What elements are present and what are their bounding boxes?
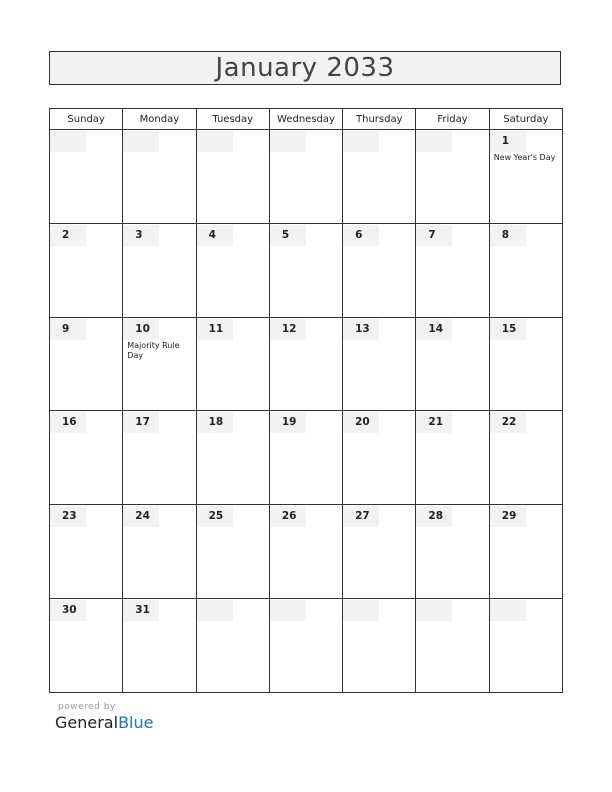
day-number: 30 bbox=[50, 600, 86, 621]
day-number: 14 bbox=[416, 319, 452, 340]
calendar-day-cell bbox=[343, 411, 416, 505]
calendar-day-cell bbox=[123, 130, 196, 224]
day-number: 1 bbox=[490, 131, 526, 152]
calendar-day-cell bbox=[269, 505, 342, 599]
day-number bbox=[270, 131, 306, 152]
holiday-label: Majority Rule Day bbox=[127, 340, 180, 360]
calendar-day-cell bbox=[489, 505, 562, 599]
calendar-day-cell bbox=[123, 317, 196, 411]
day-number: 21 bbox=[416, 412, 452, 433]
day-number: 12 bbox=[270, 319, 306, 340]
calendar-day-cell bbox=[196, 505, 269, 599]
calendar-day-cell bbox=[416, 599, 489, 693]
calendar-day-cell bbox=[416, 317, 489, 411]
weekday-wednesday: Wednesday bbox=[269, 109, 342, 130]
calendar-day-cell bbox=[489, 317, 562, 411]
calendar-day-cell bbox=[196, 130, 269, 224]
day-number: 31 bbox=[123, 600, 159, 621]
day-number: 10 bbox=[123, 319, 159, 340]
day-number bbox=[343, 600, 379, 621]
weekday-friday: Friday bbox=[416, 109, 489, 130]
calendar-week-row bbox=[50, 599, 563, 693]
calendar-grid bbox=[49, 108, 563, 693]
brand-name-blue: Blue bbox=[118, 713, 154, 732]
day-number: 5 bbox=[270, 225, 306, 246]
calendar-day-cell bbox=[269, 130, 342, 224]
calendar-day-cell bbox=[343, 599, 416, 693]
weekday-monday: Monday bbox=[123, 109, 196, 130]
day-number bbox=[270, 600, 306, 621]
day-number: 26 bbox=[270, 506, 306, 527]
day-number: 19 bbox=[270, 412, 306, 433]
holiday-label: New Year's Day bbox=[493, 153, 556, 162]
calendar-day-cell bbox=[416, 130, 489, 224]
powered-by-text: powered by bbox=[58, 702, 116, 712]
day-number: 6 bbox=[343, 225, 379, 246]
calendar-week-row bbox=[50, 411, 563, 505]
calendar-day-cell bbox=[196, 411, 269, 505]
day-number bbox=[197, 131, 233, 152]
day-number: 20 bbox=[343, 412, 379, 433]
calendar-day-cell bbox=[50, 317, 123, 411]
calendar-day-cell bbox=[269, 411, 342, 505]
day-number: 17 bbox=[123, 412, 159, 433]
day-number bbox=[416, 131, 452, 152]
day-number: 29 bbox=[490, 506, 526, 527]
day-number: 3 bbox=[123, 225, 159, 246]
day-number: 11 bbox=[197, 319, 233, 340]
day-number: 8 bbox=[490, 225, 526, 246]
calendar-day-cell bbox=[489, 223, 562, 317]
calendar-day-cell bbox=[196, 317, 269, 411]
calendar-title: January 2033 bbox=[49, 51, 561, 85]
weekday-tuesday: Tuesday bbox=[196, 109, 269, 130]
day-number bbox=[490, 600, 526, 621]
calendar-day-cell bbox=[489, 411, 562, 505]
weekday-header-row bbox=[50, 109, 563, 130]
calendar-day-cell bbox=[489, 130, 562, 224]
day-number: 7 bbox=[416, 225, 452, 246]
day-number: 25 bbox=[197, 506, 233, 527]
calendar-day-cell bbox=[416, 411, 489, 505]
calendar-day-cell bbox=[196, 223, 269, 317]
day-number: 4 bbox=[197, 225, 233, 246]
calendar-week-row bbox=[50, 130, 563, 224]
calendar-day-cell bbox=[269, 223, 342, 317]
calendar-week-row bbox=[50, 223, 563, 317]
calendar-day-cell bbox=[196, 599, 269, 693]
calendar-day-cell bbox=[343, 317, 416, 411]
day-number: 2 bbox=[50, 225, 86, 246]
day-number: 16 bbox=[50, 412, 86, 433]
weekday-thursday: Thursday bbox=[343, 109, 416, 130]
brand-name-general: General bbox=[55, 713, 119, 732]
brand-logo bbox=[55, 713, 153, 732]
day-number: 27 bbox=[343, 506, 379, 527]
calendar-day-cell bbox=[123, 505, 196, 599]
day-number: 15 bbox=[490, 319, 526, 340]
day-number: 13 bbox=[343, 319, 379, 340]
day-number: 18 bbox=[197, 412, 233, 433]
calendar-week-row bbox=[50, 317, 563, 411]
calendar-week-row bbox=[50, 505, 563, 599]
calendar-day-cell bbox=[50, 130, 123, 224]
day-number: 9 bbox=[50, 319, 86, 340]
day-number bbox=[343, 131, 379, 152]
calendar-day-cell bbox=[50, 223, 123, 317]
calendar-day-cell bbox=[269, 317, 342, 411]
weekday-saturday: Saturday bbox=[489, 109, 562, 130]
calendar-day-cell bbox=[50, 599, 123, 693]
footer-branding bbox=[55, 702, 153, 732]
calendar-day-cell bbox=[416, 505, 489, 599]
day-number: 23 bbox=[50, 506, 86, 527]
calendar-body bbox=[50, 130, 563, 693]
calendar-day-cell bbox=[489, 599, 562, 693]
day-number: 22 bbox=[490, 412, 526, 433]
day-number bbox=[197, 600, 233, 621]
day-number bbox=[123, 131, 159, 152]
calendar-day-cell bbox=[123, 599, 196, 693]
day-number bbox=[50, 131, 86, 152]
calendar-day-cell bbox=[343, 505, 416, 599]
calendar-day-cell bbox=[123, 223, 196, 317]
calendar-day-cell bbox=[50, 505, 123, 599]
calendar-day-cell bbox=[269, 599, 342, 693]
calendar-day-cell bbox=[416, 223, 489, 317]
day-number: 24 bbox=[123, 506, 159, 527]
weekday-sunday: Sunday bbox=[50, 109, 123, 130]
calendar-day-cell bbox=[343, 130, 416, 224]
day-number bbox=[416, 600, 452, 621]
calendar-day-cell bbox=[50, 411, 123, 505]
day-number: 28 bbox=[416, 506, 452, 527]
calendar-day-cell bbox=[343, 223, 416, 317]
calendar-day-cell bbox=[123, 411, 196, 505]
